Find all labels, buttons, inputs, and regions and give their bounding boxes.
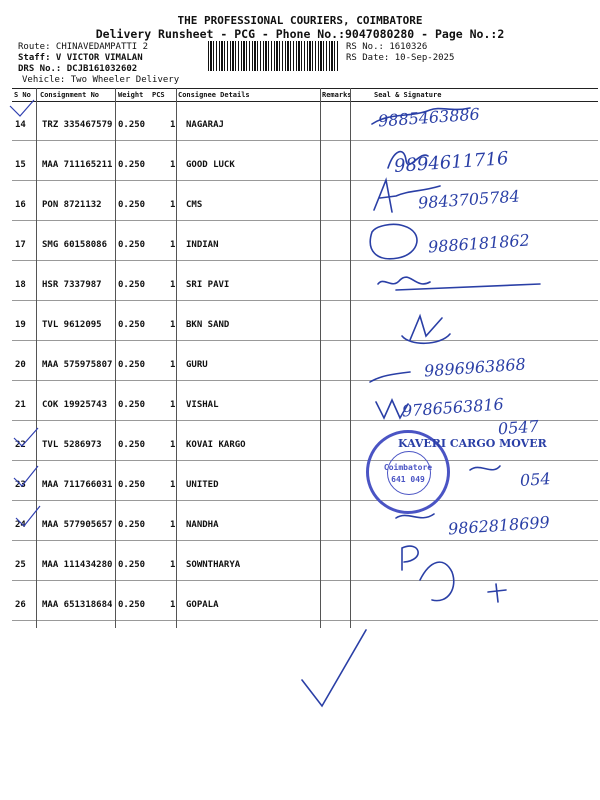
row-sno: 19 xyxy=(15,320,26,330)
row-weight: 0.250 xyxy=(118,120,146,130)
row-consignee: UNITED xyxy=(186,480,219,490)
col-sno: S No xyxy=(14,91,31,99)
row-pcs: 1 xyxy=(170,520,176,530)
row-consignee: NAGARAJ xyxy=(186,120,224,130)
row-consignee: KOVAI KARGO xyxy=(186,440,246,450)
stamp-code: 641 049 xyxy=(391,475,425,484)
row-weight: 0.250 xyxy=(118,160,146,170)
row-weight: 0.250 xyxy=(118,240,146,250)
row-consignee: CMS xyxy=(186,200,203,210)
row-consignment: MAA 575975807 xyxy=(42,360,113,370)
row-pcs: 1 xyxy=(170,360,176,370)
rs-date-label: RS Date: 10-Sep-2025 xyxy=(346,53,455,63)
row-sno: 16 xyxy=(15,200,26,210)
row-consignee: SRI PAVI xyxy=(186,280,230,290)
handwritten-phone: 9843705784 xyxy=(417,186,521,213)
signature-stroke xyxy=(302,630,366,706)
tick-mark xyxy=(10,100,34,116)
signature-stroke xyxy=(470,466,500,470)
row-sno: 18 xyxy=(15,280,26,290)
row-consignee: BKN SAND xyxy=(186,320,230,330)
row-consignment: MAA 711766031 xyxy=(42,480,113,490)
col-weight: Weight xyxy=(118,91,144,99)
signature-stroke xyxy=(378,277,430,284)
row-weight: 0.250 xyxy=(118,280,146,290)
row-pcs: 1 xyxy=(170,560,176,570)
col-remarks: Remarks xyxy=(322,91,352,99)
row-consignment: SMG 60158086 xyxy=(42,240,108,250)
handwritten-phone: 9862818699 xyxy=(447,512,551,539)
row-sno: 17 xyxy=(15,240,26,250)
col-pcs: PCS xyxy=(152,91,165,99)
stamp-city: Coimbatore xyxy=(383,463,433,472)
row-pcs: 1 xyxy=(170,200,176,210)
row-consignment: COK 19925743 xyxy=(42,400,108,410)
signature-stroke xyxy=(370,224,417,258)
handwritten-phone: 9894611716 xyxy=(393,148,510,177)
signature-stroke xyxy=(420,562,454,600)
tick-mark xyxy=(14,428,38,446)
drs-label: DRS No.: DCJB161032602 xyxy=(18,64,138,74)
handwritten-phone: 9786563816 xyxy=(401,394,505,421)
row-weight: 0.250 xyxy=(118,520,146,530)
row-pcs: 1 xyxy=(170,320,176,330)
row-consignment: MAA 711165211 xyxy=(42,160,113,170)
row-sno: 15 xyxy=(15,160,26,170)
row-consignment: TVL 9612095 xyxy=(42,320,102,330)
staff-label: Staff: V VICTOR VIMALAN xyxy=(18,53,143,63)
row-sno: 22 xyxy=(15,440,26,450)
signature-stroke xyxy=(396,514,434,518)
row-sno: 20 xyxy=(15,360,26,370)
row-consignment: TRZ 335467579 xyxy=(42,120,113,130)
row-consignee: GOOD LUCK xyxy=(186,160,235,170)
row-consignment: MAA 577905657 xyxy=(42,520,113,530)
row-consignee: INDIAN xyxy=(186,240,219,250)
row-consignment: MAA 111434280 xyxy=(42,560,113,570)
row-consignment: PON 8721132 xyxy=(42,200,102,210)
row-consignment: HSR 7337987 xyxy=(42,280,102,290)
signature-stroke xyxy=(396,284,540,290)
row-weight: 0.250 xyxy=(118,600,146,610)
handwritten-phone: 9896963868 xyxy=(423,354,527,381)
row-pcs: 1 xyxy=(170,120,176,130)
row-sno: 14 xyxy=(15,120,26,130)
row-pcs: 1 xyxy=(170,240,176,250)
tick-mark xyxy=(14,466,38,486)
row-pcs: 1 xyxy=(170,400,176,410)
row-pcs: 1 xyxy=(170,480,176,490)
col-seal: Seal & Signature xyxy=(374,91,442,99)
row-sno: 23 xyxy=(15,480,26,490)
col-consignee: Consignee Details xyxy=(178,91,250,99)
handwritten-phone: 9886181862 xyxy=(427,230,531,257)
handwritten-phone: 054 xyxy=(519,468,552,491)
signature-stroke xyxy=(374,180,440,212)
signature-stroke xyxy=(488,584,506,602)
handwritten-phone: 0547 xyxy=(497,416,540,439)
signature-stroke xyxy=(376,400,408,418)
row-weight: 0.250 xyxy=(118,200,146,210)
route-label: Route: CHINAVEDAMPATTI 2 xyxy=(18,42,149,52)
row-weight: 0.250 xyxy=(118,360,146,370)
stamp-company: KAVERI CARGO MOVER xyxy=(398,437,547,450)
vehicle-label: Vehicle: Two Wheeler Delivery xyxy=(22,75,180,85)
row-sno: 26 xyxy=(15,600,26,610)
signature-stroke xyxy=(388,152,428,168)
row-sno: 25 xyxy=(15,560,26,570)
tick-mark xyxy=(16,506,40,526)
company-title: THE PROFESSIONAL COURIERS, COIMBATORE xyxy=(177,14,423,27)
row-weight: 0.250 xyxy=(118,400,146,410)
signature-stroke xyxy=(402,316,450,343)
row-consignee: SOWNTHARYA xyxy=(186,560,241,570)
row-consignee: VISHAL xyxy=(186,400,219,410)
handwritten-phone: 9885463886 xyxy=(377,104,481,131)
rs-no-label: RS No.: 1610326 xyxy=(346,42,428,52)
row-pcs: 1 xyxy=(170,600,176,610)
row-consignment: TVL 5286973 xyxy=(42,440,102,450)
runsheet-subtitle: Delivery Runsheet - PCG - Phone No.:9047080280 - Page No.:2 xyxy=(95,27,505,41)
row-weight: 0.250 xyxy=(118,320,146,330)
row-consignee: GOPALA xyxy=(186,600,219,610)
signature-stroke xyxy=(372,108,470,124)
signature-stroke xyxy=(370,372,410,382)
row-weight: 0.250 xyxy=(118,440,146,450)
row-weight: 0.250 xyxy=(118,480,146,490)
row-weight: 0.250 xyxy=(118,560,146,570)
row-sno: 24 xyxy=(15,520,26,530)
row-consignment: MAA 651318684 xyxy=(42,600,113,610)
signature-stroke xyxy=(402,546,418,570)
row-pcs: 1 xyxy=(170,440,176,450)
row-consignee: NANDHA xyxy=(186,520,219,530)
row-consignee: GURU xyxy=(186,360,208,370)
row-pcs: 1 xyxy=(170,160,176,170)
row-sno: 21 xyxy=(15,400,26,410)
col-consignment: Consignment No xyxy=(40,91,100,99)
row-pcs: 1 xyxy=(170,280,176,290)
